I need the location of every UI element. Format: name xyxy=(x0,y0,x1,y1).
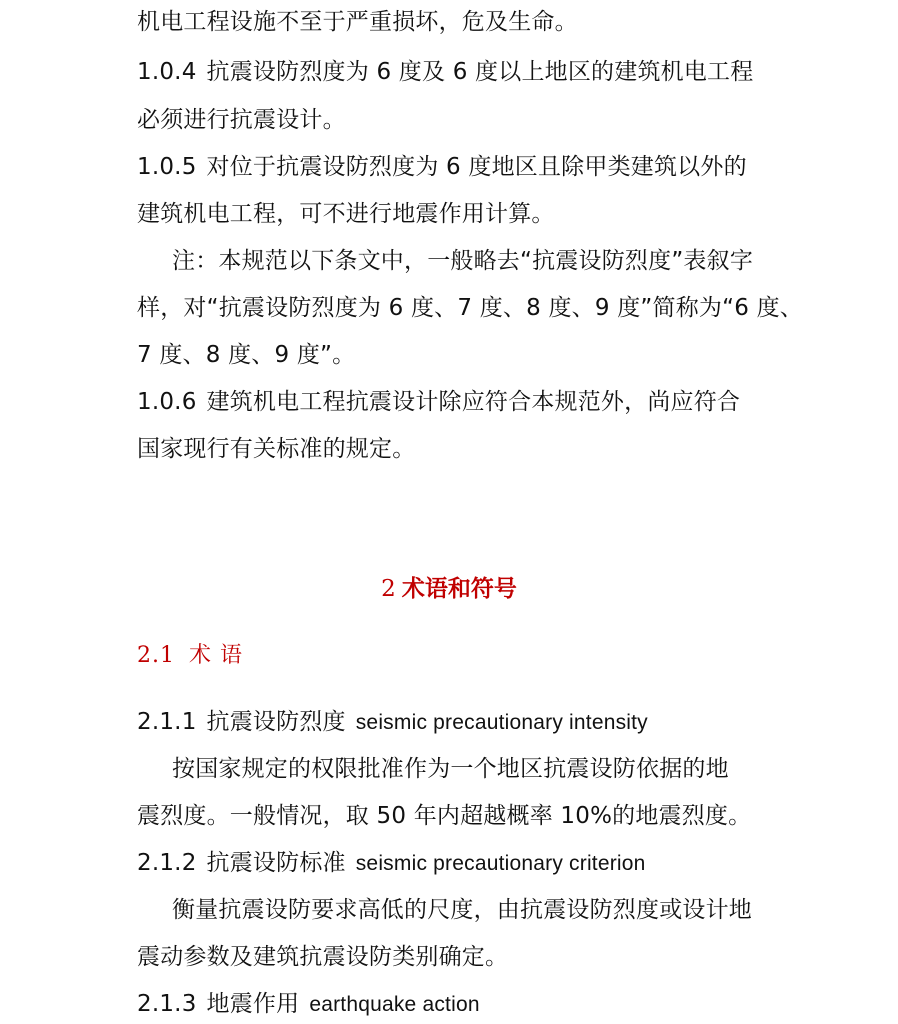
definition-text: 震烈度。一般情况，取 50 年内超越概率 10%的地震烈度。 xyxy=(137,803,752,829)
clause-number: 1.0.4 xyxy=(137,59,197,85)
clause-text: 对位于抗震设防烈度为 6 度地区且除甲类建筑以外的 xyxy=(206,154,747,180)
clause-text: 必须进行抗震设计。 xyxy=(137,107,346,133)
definition-line xyxy=(137,942,508,972)
clause-text: 国家现行有关标准的规定。 xyxy=(137,436,416,462)
definition-line xyxy=(172,754,729,784)
note-line xyxy=(137,293,803,323)
paragraph-line xyxy=(137,105,346,135)
paragraph-line xyxy=(137,7,578,37)
clause-number: 1.0.5 xyxy=(137,154,197,180)
term-english: seismic precautionary criterion xyxy=(355,852,646,875)
clause-1-0-6 xyxy=(137,387,740,417)
section-number: 2.1 xyxy=(137,643,175,668)
note-text: 注：本规范以下条文中，一般略去“抗震设防烈度”表叙字 xyxy=(172,248,754,274)
chapter-number: 2 xyxy=(381,576,396,602)
clause-text: 建筑机电工程抗震设计除应符合本规范外，尚应符合 xyxy=(206,389,741,415)
section-heading xyxy=(137,638,243,669)
paragraph-text: 机电工程设施不至于严重损坏，危及生命。 xyxy=(137,9,578,35)
section-title: 术 语 xyxy=(189,643,243,668)
term-chinese: 地震作用 xyxy=(206,991,300,1017)
definition-text: 按国家规定的权限批准作为一个地区抗震设防依据的地 xyxy=(172,756,729,782)
term-number: 2.1.2 xyxy=(137,850,197,876)
paragraph-line xyxy=(137,434,415,464)
term-english: seismic precautionary intensity xyxy=(355,711,648,734)
clause-number: 1.0.6 xyxy=(137,389,197,415)
note-line xyxy=(137,340,355,370)
term-chinese: 抗震设防标准 xyxy=(206,850,346,876)
note-line xyxy=(172,246,753,276)
term-english: earthquake action xyxy=(309,993,480,1016)
definition-line xyxy=(172,895,752,925)
note-text: 样，对“抗震设防烈度为 6 度、7 度、8 度、9 度”简称为“6 度、 xyxy=(137,295,803,321)
term-2-1-3 xyxy=(137,989,480,1020)
term-number: 2.1.1 xyxy=(137,709,197,735)
definition-text: 衡量抗震设防要求高低的尺度，由抗震设防烈度或设计地 xyxy=(172,897,752,923)
clause-text: 抗震设防烈度为 6 度及 6 度以上地区的建筑机电工程 xyxy=(206,59,754,85)
term-chinese: 抗震设防烈度 xyxy=(206,709,346,735)
term-number: 2.1.3 xyxy=(137,991,197,1017)
term-2-1-1 xyxy=(137,707,648,738)
clause-1-0-4 xyxy=(137,57,753,87)
definition-line xyxy=(137,801,751,831)
clause-1-0-5 xyxy=(137,152,747,182)
term-2-1-2 xyxy=(137,848,646,879)
note-text: 7 度、8 度、9 度”。 xyxy=(137,342,356,368)
definition-text: 震动参数及建筑抗震设防类别确定。 xyxy=(137,944,509,970)
chapter-title: 术语和符号 xyxy=(401,576,517,602)
clause-text: 建筑机电工程，可不进行地震作用计算。 xyxy=(137,201,555,227)
paragraph-line xyxy=(137,199,555,229)
chapter-heading xyxy=(0,570,898,603)
